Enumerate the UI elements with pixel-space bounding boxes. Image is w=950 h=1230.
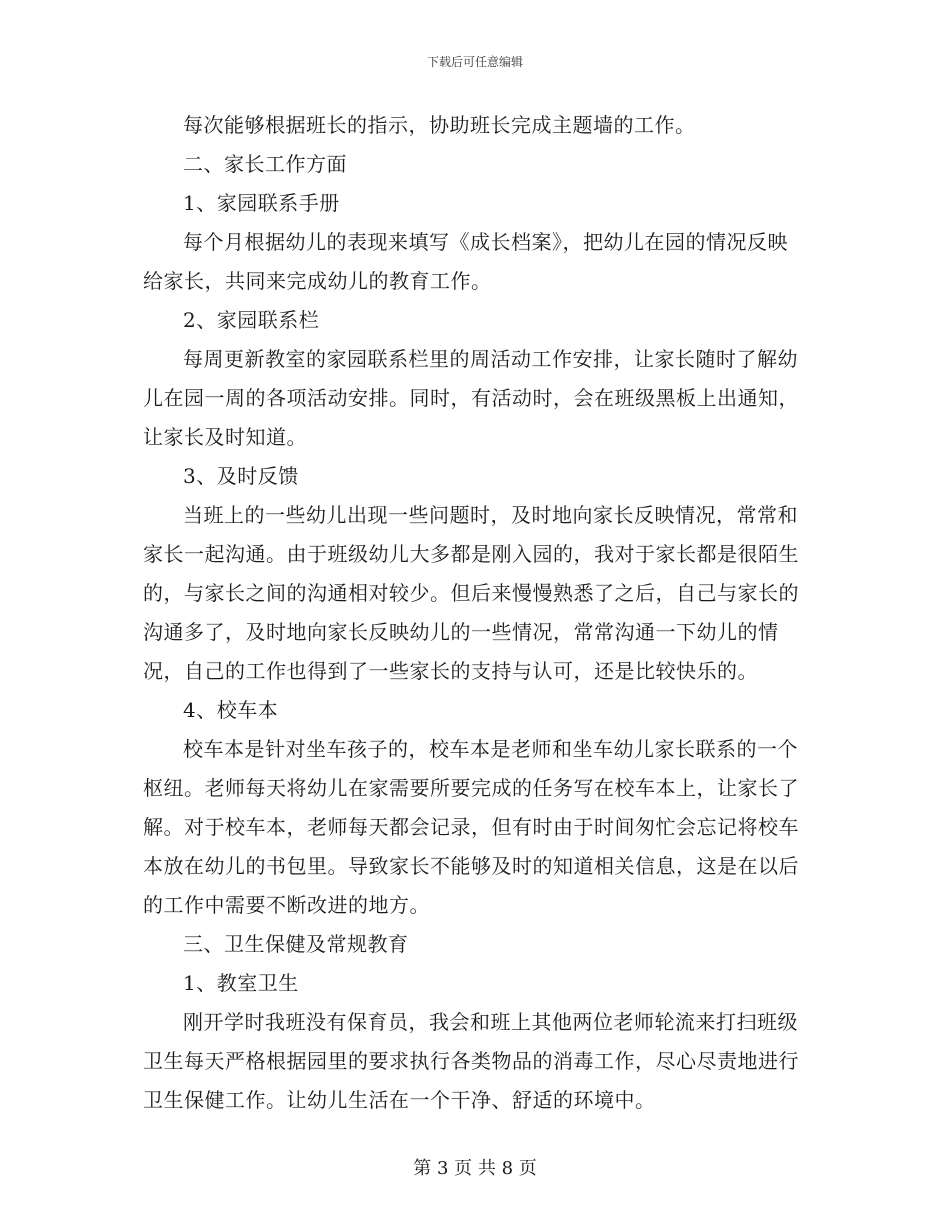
section-heading: 三、卫生保健及常规教育 <box>183 932 409 956</box>
paragraph: 刚开学时我班没有保育员，我会和班上其他两位老师轮流来打扫班级卫生每天严格根据园里的要求执行各类物品的消毒工作，尽心尽责地进行卫生保健工作。让幼儿生活在一个干净、舒适的环境中。 <box>143 1010 799 1112</box>
page-footer: 第 3 页 共 8 页 <box>413 1158 537 1179</box>
paragraph: 每个月根据幼儿的表现来填写《成长档案》，把幼儿在园的情况反映给家长，共同来完成幼儿的教育工作。 <box>143 230 788 293</box>
paragraph: 校车本是针对坐车孩子的，校车本是老师和坐车幼儿家长联系的一个枢纽。老师每天将幼儿在家需要所要完成的任务写在校车本上，让家长了解。对于校车本，老师每天都会记录，但有时由于时间匆忙会忘记将校车本放在幼儿的书包里。导致家长不能够及时的知道相关信息，这是在以后的工作中需要不断改进的地方。 <box>143 737 799 917</box>
subsection-heading: 4、校车本 <box>183 698 279 722</box>
paragraph: 当班上的一些幼儿出现一些问题时，及时地向家长反映情况，常常和家长一起沟通。由于班级幼儿大多都是刚入园的，我对于家长都是很陌生的，与家长之间的沟通相对较少。但后来慢慢熟悉了之后，自己与家长的沟通多了，及时地向家长反映幼儿的一些情况，常常沟通一下幼儿的情况，自己的工作也得到了一些家长的支持与认可，还是比较快乐的。 <box>143 503 799 683</box>
subsection-heading: 2、家园联系栏 <box>183 308 320 332</box>
subsection-heading: 3、及时反馈 <box>183 464 299 488</box>
subsection-heading: 1、教室卫生 <box>183 971 299 995</box>
subsection-heading: 1、家园联系手册 <box>183 191 340 215</box>
paragraph: 每周更新教室的家园联系栏里的周活动工作安排，让家长随时了解幼儿在园一周的各项活动安排。同时，有活动时，会在班级黑板上出通知，让家长及时知道。 <box>143 347 799 449</box>
page-header: 下载后可任意编辑 <box>426 55 523 69</box>
paragraph: 每次能够根据班长的指示，协助班长完成主题墙的工作。 <box>183 113 696 137</box>
document-body <box>143 106 803 1120</box>
section-heading: 二、家长工作方面 <box>183 152 347 176</box>
